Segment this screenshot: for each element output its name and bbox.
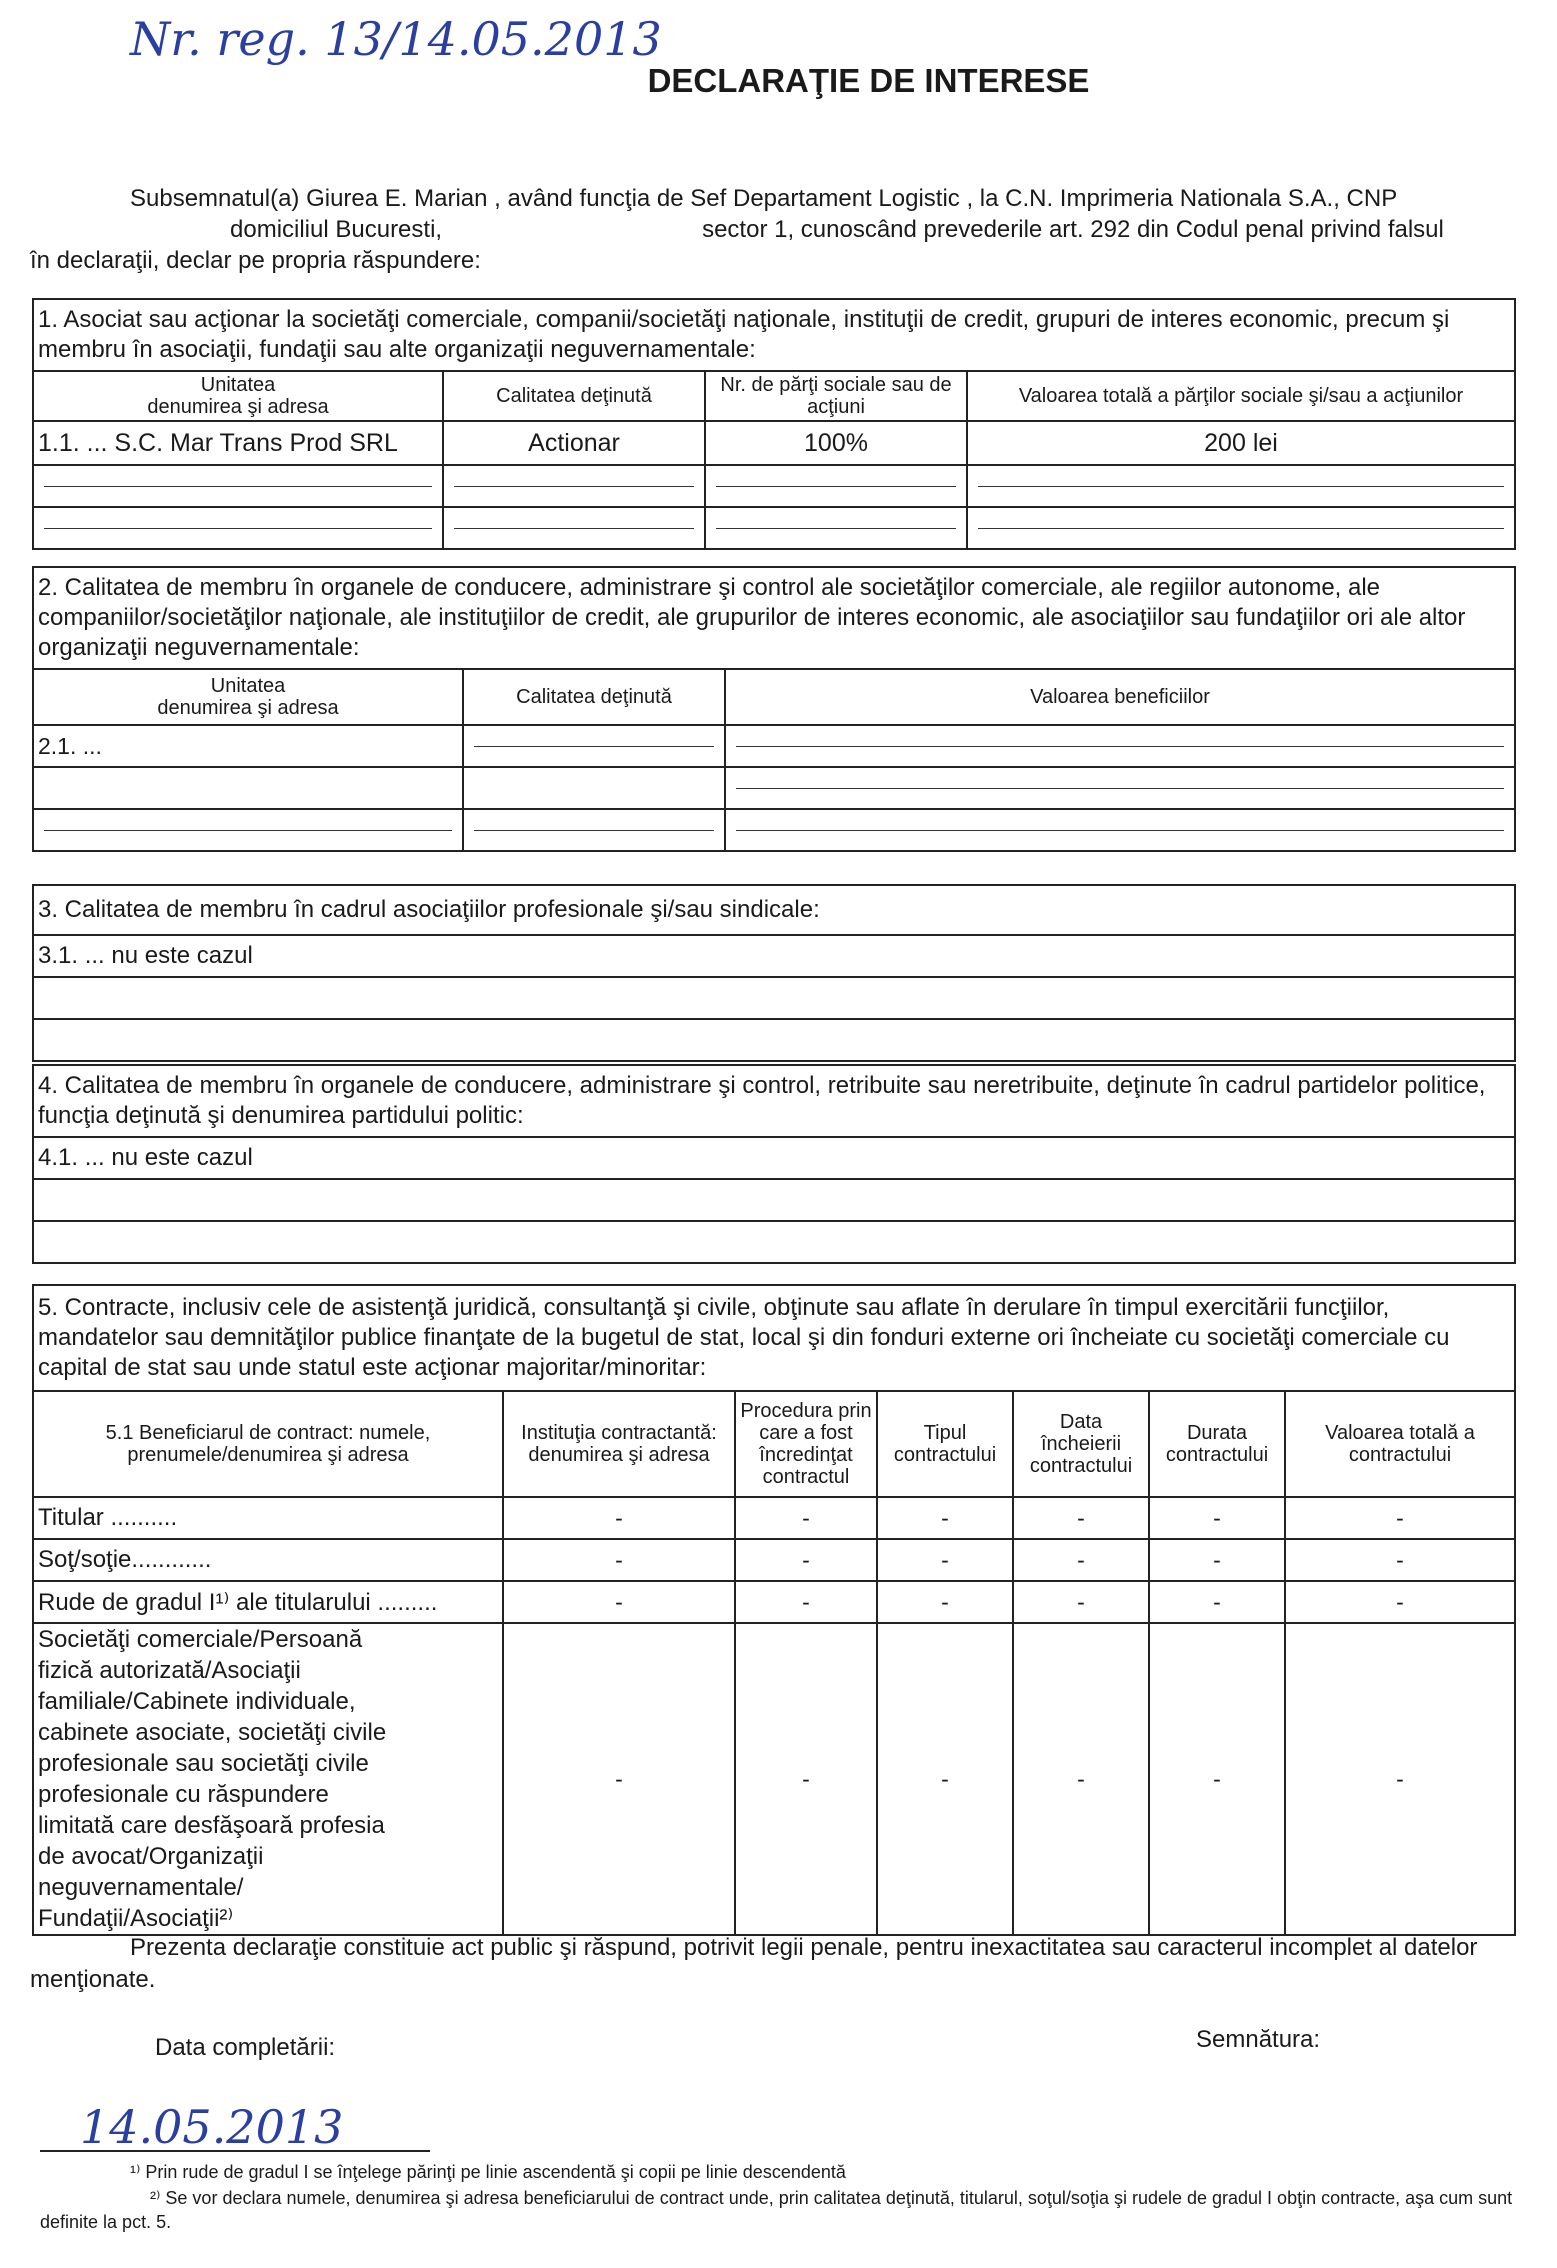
s5-cell: - [1285, 1497, 1515, 1539]
signature-label: Semnătura: [1196, 2026, 1321, 2053]
s1-col-unit: Unitatea denumirea şi adresa [33, 371, 443, 421]
s5-cell: - [503, 1623, 735, 1935]
s5-col-type: Tipul contractului [877, 1391, 1013, 1497]
s5-row-label: Titular .......... [33, 1497, 503, 1539]
s5-cell: - [503, 1581, 735, 1623]
s2-row1-label: 2.1. ... [38, 732, 102, 759]
s1-row1-value: 200 lei [967, 421, 1515, 465]
s5-cell: - [735, 1539, 877, 1581]
s3-empty-row [33, 1019, 1515, 1061]
footnote-1: ¹⁾ Prin rude de gradul I se înţelege părinţi pe linie ascendentă şi copii pe linie descendentă [130, 2162, 846, 2182]
s5-cell: - [1285, 1539, 1515, 1581]
s5-row-titular [33, 1497, 1515, 1539]
section-5-heading: 5. Contracte, inclusiv cele de asistenţă juridică, consultanţă şi civile, obţinute sau aflate în derulare în timpul exercitării funcţiilor, mandatelor sau demnităţilor publice finanţate de la bugetul de stat, local şi din fonduri externe ori încheiate cu societăţi comerciale cu capital de stat sau unde statul este acţionar majoritar/minoritar: [33, 1285, 1515, 1391]
date-underline [40, 2150, 430, 2152]
intro-line-1: Subsemnatul(a) Giurea E. Marian , având funcţia de Sef Departament Logistic , la C.N. Imprimeria Nationala S.A., CNP [130, 185, 1398, 212]
s5-cell: - [1149, 1623, 1285, 1935]
s1-row1-shares: 100% [705, 421, 967, 465]
s5-cell: - [877, 1623, 1013, 1935]
s1-col-value: Valoarea totală a părţilor sociale şi/sau a acţiunilor [967, 371, 1515, 421]
intro-line-2 [30, 214, 1520, 245]
s5-cell: - [735, 1623, 877, 1935]
s5-cell: - [1013, 1623, 1149, 1935]
date-label: Data completării: [155, 2034, 336, 2061]
s5-cell: - [1013, 1581, 1149, 1623]
section-1-heading: 1. Asociat sau acţionar la societăţi comerciale, companii/societăţi naţionale, instituţii de credit, grupuri de interes economic, precum şi membru în asociaţii, fundaţii sau alte organizaţii neguvernamentale: [33, 299, 1515, 371]
s2-col-unit: Unitatea denumirea şi adresa [33, 669, 463, 725]
s5-cell: - [877, 1539, 1013, 1581]
section-4 [32, 1064, 1516, 1264]
s3-empty-row [33, 977, 1515, 1019]
s5-cell: - [1149, 1497, 1285, 1539]
s5-cell: - [1285, 1623, 1515, 1935]
s5-row-label: Soţ/soţie............ [33, 1539, 503, 1581]
s5-col-date: Data încheierii contractului [1013, 1391, 1149, 1497]
s5-col-beneficiary: 5.1 Beneficiarul de contract: numele, prenumele/denumirea şi adresa [33, 1391, 503, 1497]
s1-col-quality: Calitatea deţinută [443, 371, 705, 421]
s5-col-procedure: Procedura prin care a fost încredinţat contractul [735, 1391, 877, 1497]
section-3-heading: 3. Calitatea de membru în cadrul asociaţiilor profesionale şi/sau sindicale: [33, 885, 1515, 935]
section-5 [32, 1284, 1516, 1936]
s5-cell: - [877, 1581, 1013, 1623]
section-4-heading: 4. Calitatea de membru în organele de conducere, administrare şi control, retribuite sau neretribuite, deţinute în cadrul partidelor politice, funcţia deţinută şi denumirea partidului politic: [33, 1065, 1515, 1137]
s5-cell: - [1149, 1539, 1285, 1581]
s4-empty-row [33, 1221, 1515, 1263]
registration-number: Nr. reg. 13/14.05.2013 [130, 12, 662, 66]
section-2 [32, 566, 1516, 852]
s5-cell: - [735, 1581, 877, 1623]
s5-cell: - [503, 1539, 735, 1581]
s4-row1: 4.1. ... nu este cazul [33, 1137, 1515, 1179]
s5-cell: - [1149, 1581, 1285, 1623]
s5-row-relatives [33, 1581, 1515, 1623]
s5-col-value: Valoarea totală a contractului [1285, 1391, 1515, 1497]
s5-col-duration: Durata contractului [1149, 1391, 1285, 1497]
s2-empty-row [33, 809, 1515, 851]
s5-row-label: Rude de gradul I¹⁾ ale titularului ......... [33, 1581, 503, 1623]
s4-empty-row [33, 1179, 1515, 1221]
s3-row1: 3.1. ... nu este cazul [33, 935, 1515, 977]
page-title: DECLARAŢIE DE INTERESE [647, 62, 1090, 99]
closing-statement: Prezenta declaraţie constituie act public şi răspund, potrivit legii penale, pentru inexactitatea sau caracterul incomplet al datelor menţionate. [30, 1934, 1478, 1993]
intro-line-2a: domiciliul Bucuresti, [230, 216, 443, 243]
footnote-2: ²⁾ Se vor declara numele, denumirea şi adresa beneficiarului de contract unde, prin calitatea deţinută, titularul, soţul/soţia şi rudele de gradul I obţin contracte, aşa cum sunt definite la pct. 5. [40, 2188, 1513, 2232]
s1-row1-unit: 1.1. ... S.C. Mar Trans Prod SRL [33, 421, 443, 465]
s5-col-institution: Instituţia contractantă: denumirea şi adresa [503, 1391, 735, 1497]
section-3 [32, 884, 1516, 1062]
handwritten-date: 14.05.2013 [80, 2100, 344, 2154]
intro-line-3: în declaraţii, declar pe propria răspundere: [30, 247, 481, 274]
s5-row-spouse [33, 1539, 1515, 1581]
s5-cell: - [503, 1497, 735, 1539]
s1-empty-row [33, 465, 1515, 507]
s5-cell: - [735, 1497, 877, 1539]
s5-row-companies [33, 1623, 1515, 1935]
s2-col-benefits: Valoarea beneficiilor [725, 669, 1515, 725]
s5-cell: - [1285, 1581, 1515, 1623]
intro-line-2b: sector 1, cunoscând prevederile art. 292 din Codul penal privind falsul [702, 216, 1444, 243]
intro-paragraph [30, 183, 1520, 276]
s2-row1-unit [33, 725, 463, 767]
s1-empty-row [33, 507, 1515, 549]
s1-row1-quality: Actionar [443, 421, 705, 465]
s2-empty-row [33, 767, 1515, 809]
s5-cell: - [877, 1497, 1013, 1539]
s5-cell: - [1013, 1497, 1149, 1539]
s1-col-shares: Nr. de părţi sociale sau de acţiuni [705, 371, 967, 421]
s5-cell: - [1013, 1539, 1149, 1581]
section-2-heading: 2. Calitatea de membru în organele de conducere, administrare şi control ale societăţilor comerciale, ale regiilor autonome, ale companiilor/societăţilor naţionale, ale instituţiilor de credit, ale grupurilor de interes economic, ale asociaţiilor sau fundaţiilor ori ale altor organizaţii neguvernamentale: [33, 567, 1515, 669]
section-1 [32, 298, 1516, 550]
s5-row-label: Societăţi comerciale/Persoană fizică autorizată/Asociaţii familiale/Cabinete individuale, cabinete asociate, societăţi civile profesionale sau societăţi civile profesionale cu răspundere limitată care desfăşoară profesia de avocat/Organizaţii neguvernamentale/ Fundaţii/Asociaţii²⁾ [33, 1623, 503, 1935]
s2-col-quality: Calitatea deţinută [463, 669, 725, 725]
